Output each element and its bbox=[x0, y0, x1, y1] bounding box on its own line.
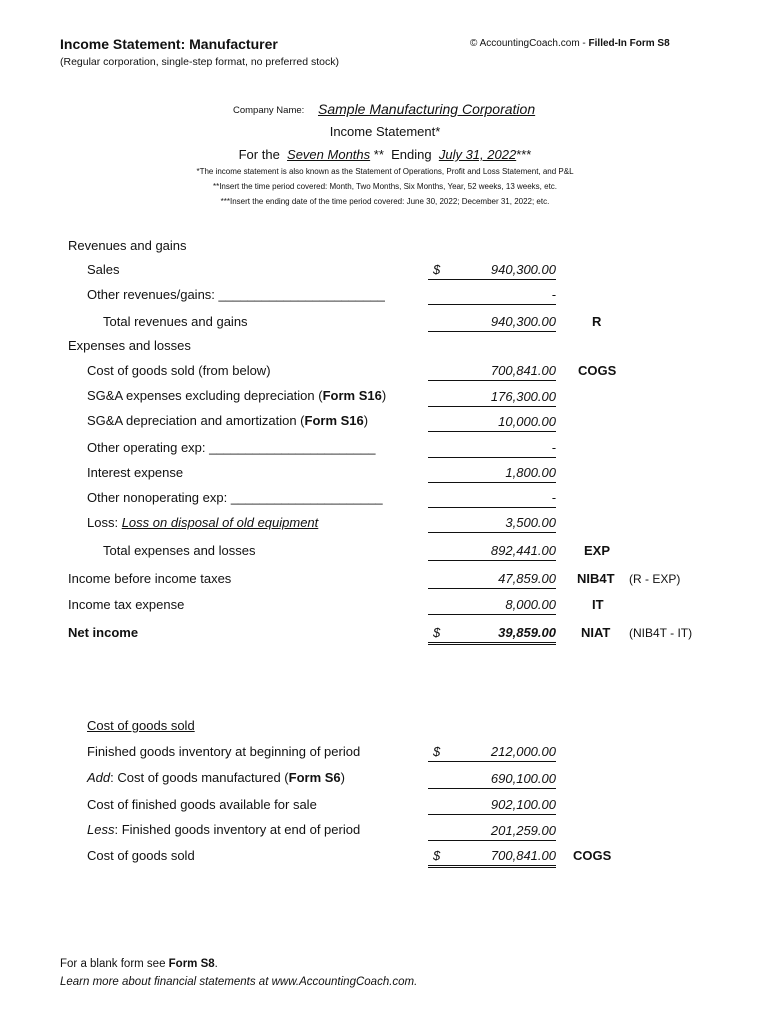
sga-amount: 176,300.00 bbox=[428, 389, 556, 407]
total-revenues-label: Total revenues and gains bbox=[103, 314, 248, 329]
ending-inventory-label bbox=[87, 822, 360, 837]
total-expenses-code: EXP bbox=[584, 543, 611, 558]
loss-description: Loss on disposal of old equipment bbox=[121, 515, 319, 530]
statement-title: Income Statement* bbox=[329, 124, 441, 139]
sga-label bbox=[87, 388, 386, 403]
blank-form-link[interactable]: Form S8 bbox=[168, 958, 215, 970]
ending-inventory-amount: 201,259.00 bbox=[428, 823, 556, 841]
cogs-amount: 700,841.00 bbox=[428, 363, 556, 381]
loss-amount: 3,500.00 bbox=[428, 515, 556, 533]
ending-inventory-text: : Finished goods inventory at end of period bbox=[114, 822, 361, 837]
other-operating-amount: - bbox=[428, 440, 556, 458]
income-before-tax-amount: 47,859.00 bbox=[428, 571, 556, 589]
for-the-label: For the bbox=[238, 147, 280, 162]
cogs-label: Cost of goods sold (from below) bbox=[87, 363, 271, 378]
copyright-text: © AccountingCoach.com - bbox=[470, 38, 589, 49]
beginning-inventory-label: Finished goods inventory at beginning of period bbox=[87, 744, 361, 759]
cost-manufactured-close: ) bbox=[340, 770, 345, 785]
loss-prefix: Loss: bbox=[87, 515, 119, 530]
revenues-heading: Revenues and gains bbox=[68, 238, 187, 253]
sga-label-text: SG&A expenses excluding depreciation ( bbox=[87, 388, 323, 403]
sales-amount: 940,300.00 bbox=[428, 262, 556, 280]
cogs-schedule-heading: Cost of goods sold bbox=[87, 718, 195, 733]
total-revenues-amount: 940,300.00 bbox=[428, 314, 556, 332]
less-word: Less bbox=[87, 822, 115, 837]
end-date-stars: *** bbox=[516, 147, 532, 162]
sales-dollar-sign: $ bbox=[433, 262, 441, 277]
blank-form-text: For a blank form see bbox=[60, 958, 169, 970]
learn-more-note: Learn more about financial statements at www.AccountingCoach.com. bbox=[60, 976, 418, 988]
blank-form-period: . bbox=[214, 958, 218, 970]
add-word: Add bbox=[87, 770, 111, 785]
company-name: Sample Manufacturing Corporation bbox=[318, 101, 536, 117]
goods-available-label: Cost of finished goods available for sale bbox=[87, 797, 317, 812]
total-revenues-code: R bbox=[592, 314, 602, 329]
cogs-total-code: COGS bbox=[573, 848, 612, 863]
sga-dep-label-close: ) bbox=[363, 413, 369, 428]
net-income-label: Net income bbox=[68, 625, 139, 640]
page-subtitle: (Regular corporation, single-step format, no preferred stock) bbox=[60, 56, 339, 68]
cost-manufactured-amount: 690,100.00 bbox=[428, 771, 556, 789]
net-income-code: NIAT bbox=[581, 625, 611, 640]
beginning-inventory-dollar-sign: $ bbox=[433, 744, 441, 759]
cost-manufactured-text: : Cost of goods manufactured ( bbox=[110, 770, 289, 785]
net-income-formula: (NIB4T - IT) bbox=[629, 626, 693, 640]
period-value: Seven Months bbox=[287, 147, 371, 162]
footnote-2: **Insert the time period covered: Month, Two Months, Six Months, Year, 52 weeks, 13 weeks, etc. bbox=[212, 182, 558, 191]
income-tax-label: Income tax expense bbox=[68, 597, 185, 612]
other-revenues-amount: - bbox=[428, 287, 556, 305]
end-date-value: July 31, 2022 bbox=[438, 147, 517, 162]
footnote-3: ***Insert the ending date of the time period covered: June 30, 2022; December 31, 2022; etc. bbox=[220, 197, 550, 206]
cogs-total-dollar-sign: $ bbox=[433, 848, 441, 863]
income-before-tax-formula: (R - EXP) bbox=[629, 572, 681, 586]
loss-label bbox=[87, 515, 318, 530]
total-expenses-label: Total expenses and losses bbox=[103, 543, 256, 558]
cogs-code: COGS bbox=[578, 363, 617, 378]
cogs-total-label: Cost of goods sold bbox=[87, 848, 195, 863]
cost-manufactured-label bbox=[87, 770, 345, 785]
other-nonoperating-amount: - bbox=[428, 490, 556, 508]
cogs-total-amount: 700,841.00 bbox=[428, 848, 556, 868]
page-title: Income Statement: Manufacturer bbox=[60, 36, 278, 52]
cost-manufactured-form-ref: Form S6 bbox=[288, 770, 341, 785]
blank-form-note bbox=[60, 958, 218, 970]
sga-depreciation-amount: 10,000.00 bbox=[428, 414, 556, 432]
interest-amount: 1,800.00 bbox=[428, 465, 556, 483]
copyright-note bbox=[470, 38, 670, 49]
expenses-heading: Expenses and losses bbox=[68, 338, 191, 353]
period-stars: ** bbox=[373, 147, 384, 162]
income-before-tax-label: Income before income taxes bbox=[68, 571, 232, 586]
interest-label: Interest expense bbox=[87, 465, 184, 480]
net-income-amount: 39,859.00 bbox=[428, 625, 556, 645]
goods-available-amount: 902,100.00 bbox=[428, 797, 556, 815]
footnote-1: *The income statement is also known as the Statement of Operations, Profit and Loss Statement, and P&L bbox=[196, 167, 574, 176]
other-revenues-label: Other revenues/gains: _______________________ bbox=[87, 287, 385, 302]
sga-depreciation-label bbox=[87, 413, 368, 428]
net-income-dollar-sign: $ bbox=[433, 625, 441, 640]
sales-label: Sales bbox=[87, 262, 120, 277]
statement-period bbox=[0, 147, 770, 162]
income-tax-amount: 8,000.00 bbox=[428, 597, 556, 615]
sga-dep-form-ref: Form S16 bbox=[304, 413, 364, 428]
total-expenses-amount: 892,441.00 bbox=[428, 543, 556, 561]
sga-form-ref: Form S16 bbox=[322, 388, 382, 403]
income-tax-code: IT bbox=[592, 597, 604, 612]
beginning-inventory-amount: 212,000.00 bbox=[428, 744, 556, 762]
income-before-tax-code: NIB4T bbox=[577, 571, 615, 586]
other-operating-label: Other operating exp: _______________________ bbox=[87, 440, 376, 455]
other-nonoperating-label: Other nonoperating exp: _____________________ bbox=[87, 490, 383, 505]
ending-label: Ending bbox=[391, 147, 432, 162]
sga-label-close: ) bbox=[381, 388, 387, 403]
form-tag: Filled-In Form S8 bbox=[588, 38, 670, 49]
company-name-label: Company Name: bbox=[233, 105, 305, 116]
sga-dep-label-text: SG&A depreciation and amortization ( bbox=[87, 413, 305, 428]
